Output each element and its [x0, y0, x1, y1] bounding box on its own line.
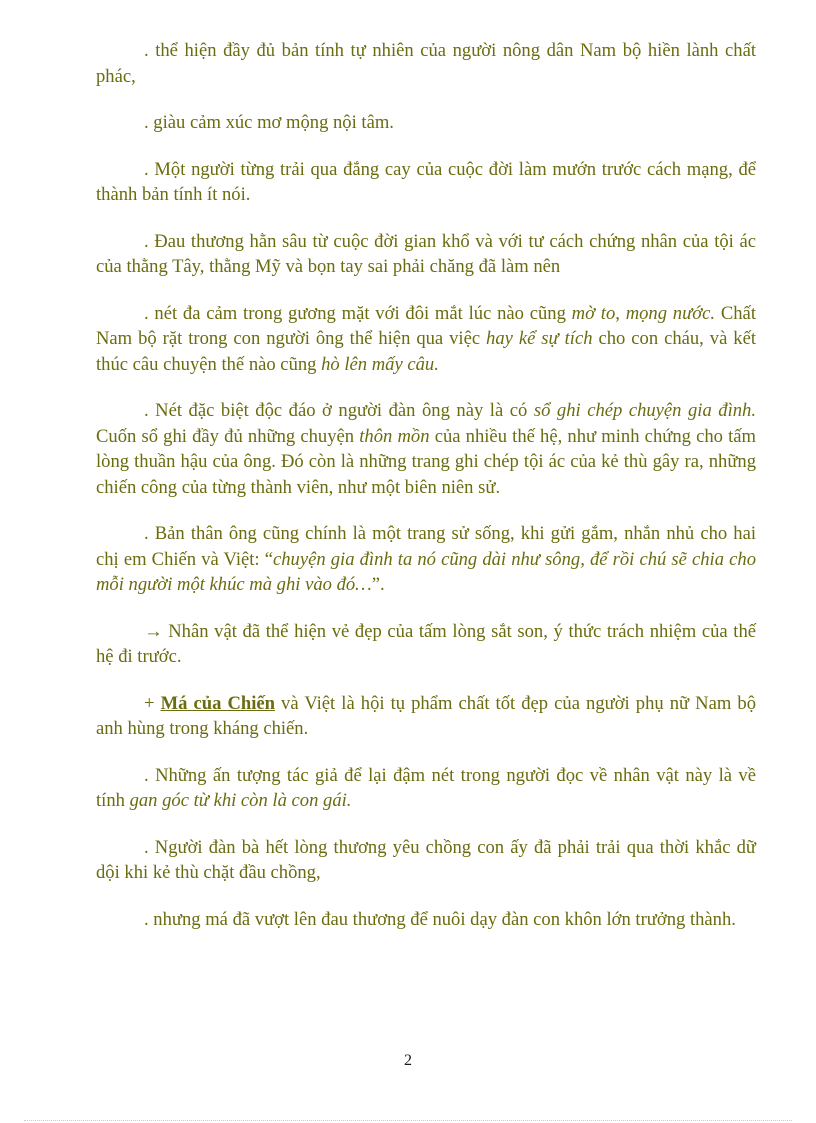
text-run: . nhưng má đã vượt lên đau thương để nuôi dạy đàn con khôn lớn trưởng thành.	[144, 908, 736, 930]
paragraph-8	[96, 619, 756, 670]
paragraph-1	[96, 38, 756, 89]
text-run: Chất Nam bộ rặt trong con người ông thể hiện qua việc	[96, 302, 756, 349]
text-run: ”.	[371, 574, 385, 595]
document-body	[96, 38, 756, 953]
text-run: . Đau thương hằn sâu từ cuộc đời gian khổ và với tư cách chứng nhân của tội ác của thằng Tây, thằng Mỹ và bọn tay sai phải chăng đã làm nên	[96, 230, 756, 277]
paragraph-6	[96, 398, 756, 500]
text-run: hay kể sự tích	[486, 328, 593, 349]
text-run: sổ ghi chép chuyện gia đình.	[533, 400, 757, 421]
text-run: +	[144, 692, 161, 714]
paragraph-7	[96, 521, 756, 598]
text-run: chuyện gia đình ta nó cũng dài như sông, để rồi chú sẽ chia cho mỗi người một khúc mà ghi vào đó…	[96, 548, 756, 595]
text-run: Cuốn sổ ghi đầy đủ những chuyện	[96, 425, 360, 447]
paragraph-5	[96, 301, 756, 378]
text-run: gan góc từ khi còn là con gái.	[129, 790, 352, 811]
page-number: 2	[404, 1052, 412, 1069]
text-run: . Những ấn tượng tác giả để lại đậm nét trong người đọc về nhân vật này là về tính	[96, 764, 756, 811]
paragraph-4	[96, 229, 756, 280]
paragraph-9	[96, 691, 756, 742]
paragraph-10	[96, 763, 756, 814]
text-run: . Nét đặc biệt độc đáo ở người đàn ông này là có	[144, 400, 534, 421]
text-run: . Người đàn bà hết lòng thương yêu chồng con ấy đã phải trải qua thời khắc dữ dội khi kẻ thù chặt đầu chồng,	[96, 836, 756, 883]
text-run: của nhiều thế hệ, như minh chứng cho tấm lòng thuần hậu của ông. Đó còn là những trang ghi chép tội ác của kẻ thù gây ra, những chiến công của từng thành viên, như một biên niên sử.	[96, 425, 756, 498]
page-bottom-divider	[24, 1120, 792, 1121]
text-run: thôn mồn	[359, 425, 430, 447]
text-run: → Nhân vật đã thể hiện vẻ đẹp của tấm lòng sắt son, ý thức trách nhiệm của thế hệ đi trước.	[96, 620, 756, 667]
text-run: và Việt là hội tụ phẩm chất tốt đẹp của người phụ nữ Nam bộ anh hùng trong kháng chiến.	[96, 692, 756, 739]
text-run: . nét đa cảm trong gương mặt với đôi mắt lúc nào cũng	[144, 302, 572, 324]
paragraph-2	[96, 110, 756, 136]
paragraph-11	[96, 835, 756, 886]
text-run: . thể hiện đầy đủ bản tính tự nhiên của người nông dân Nam bộ hiền lành chất phác,	[96, 40, 756, 87]
text-run: mờ to, mọng nước.	[571, 302, 716, 324]
paragraph-3	[96, 157, 756, 208]
text-run: Má của Chiến	[160, 692, 275, 714]
text-run: . Bản thân ông cũng chính là một trang sử sống, khi gửi gắm, nhắn nhủ cho hai chị em Chiến và Việt: “	[96, 523, 756, 570]
paragraph-12	[96, 907, 756, 933]
text-run: . giàu cảm xúc mơ mộng nội tâm.	[144, 112, 394, 133]
text-run: . Một người từng trải qua đắng cay của cuộc đời làm mướn trước cách mạng, để thành bản tính ít nói.	[96, 158, 756, 205]
text-run: hò lên mấy câu.	[321, 353, 439, 375]
text-run: cho con cháu, và kết thúc câu chuyện thế nào cũng	[96, 328, 757, 375]
